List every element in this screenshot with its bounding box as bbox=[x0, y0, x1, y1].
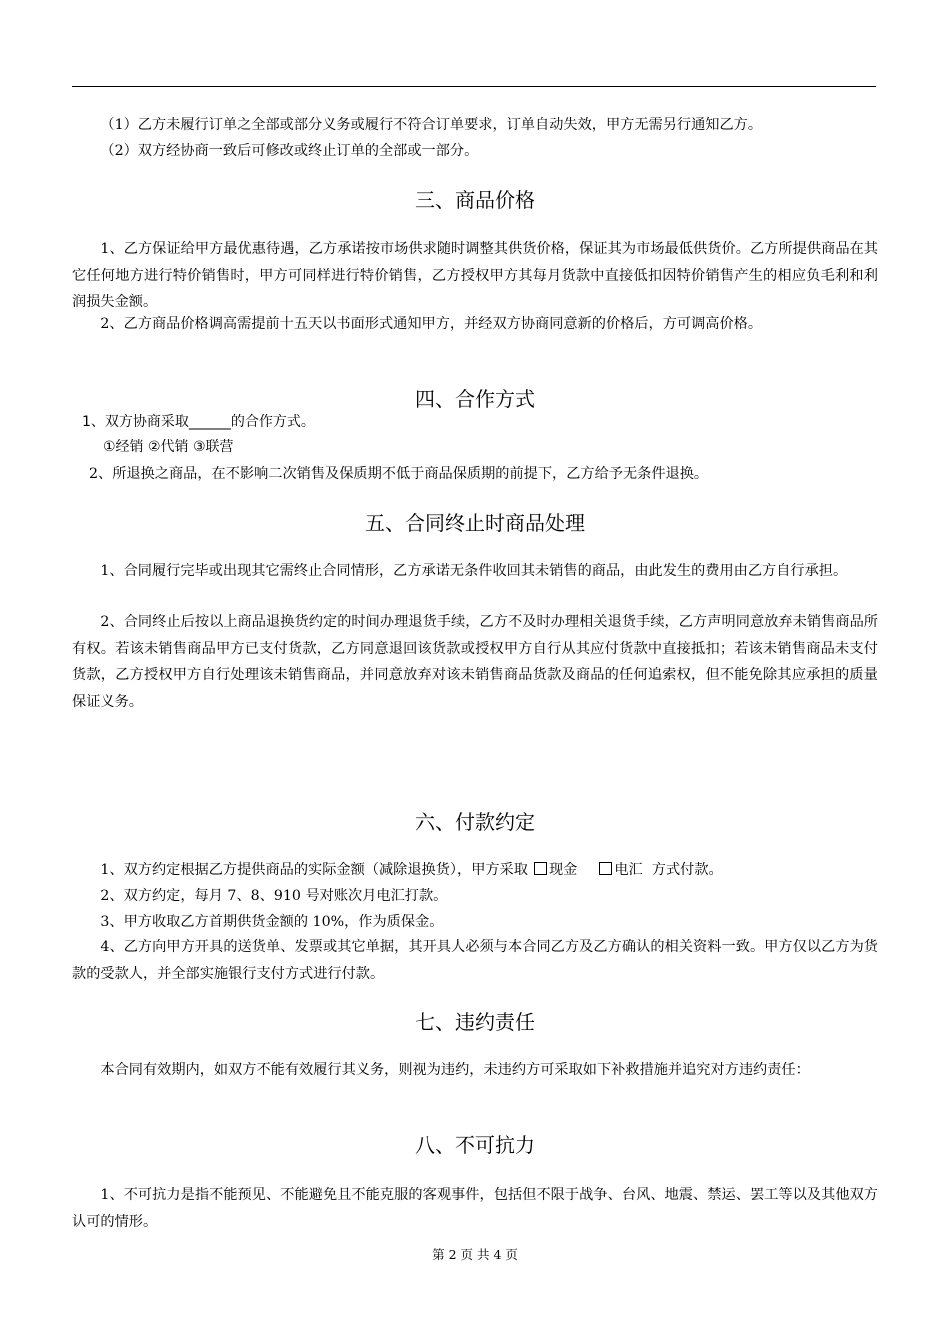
payment-paragraph-3: 3、甲方收取乙方首期供货金额的 10%，作为质保金。 bbox=[100, 914, 444, 930]
cooperation-options: ①经销 ②代销 ③联营 bbox=[103, 439, 234, 455]
section-title-termination: 五、合同终止时商品处理 bbox=[365, 511, 585, 535]
section-title-cooperation: 四、合作方式 bbox=[415, 387, 535, 411]
cooperation-paragraph-2: 2、所退换之商品，在不影响二次销售及保质期不低于商品保质期的前提下，乙方给予无条件退换。 bbox=[89, 466, 709, 482]
payment-option-cash: 现金 bbox=[548, 862, 578, 878]
price-paragraph-2: 2、乙方商品价格调高需提前十五天以书面形式通知甲方，并经双方协商同意新的价格后，方可调高价格。 bbox=[100, 316, 763, 332]
price-paragraph-1: 1、乙方保证给甲方最优惠待遇，乙方承诺按市场供求随时调整其供货价格，保证其为市场最低供货价。乙方所提供商品在其它任何地方进行特价销售时，甲方可同样进行特价销售，乙方授权甲方其每月货款中直接低扣因特价销售产生的相应负毛利和利润损失金额。 bbox=[72, 241, 878, 310]
header-rule bbox=[72, 86, 876, 87]
payment-paragraph-1 bbox=[72, 857, 878, 884]
termination-paragraph-2: 2、合同终止后按以上商品退换货约定的时间办理退货手续，乙方不及时办理相关退货手续，乙方声明同意放弃未销售商品所有权。若该未销售商品甲方已支付货款，乙方同意退回该货款或授权甲方自行从其应付货款中直接抵扣；若该未销售商品未支付货款，乙方授权甲方自行处理该未销售商品，并同意放弃对该未销售商品货款及商品的任何追索权，但不能免除其应承担的质量保证义务。 bbox=[72, 614, 878, 710]
breach-paragraph-1: 本合同有效期内，如双方不能有效履行其义务，则视为违约，未违约方可采取如下补救措施并追究对方违约责任： bbox=[100, 1062, 810, 1078]
clause-item-2: （2）双方经协商一致后可修改或终止订单的全部或一部分。 bbox=[100, 143, 479, 159]
cooperation-paragraph-1: 1、双方协商采取______的合作方式。 bbox=[82, 414, 315, 430]
payment-option-wire: 电汇 bbox=[614, 862, 643, 878]
section-title-payment: 六、付款约定 bbox=[415, 810, 535, 834]
section-title-price: 三、商品价格 bbox=[415, 188, 535, 212]
payment-text-a: 1、双方约定根据乙方提供商品的实际金额（减除退换货），甲方采取 bbox=[100, 862, 528, 878]
section-title-force-majeure: 八、不可抗力 bbox=[415, 1133, 535, 1157]
payment-text-b: 方式付款。 bbox=[651, 862, 723, 878]
termination-paragraph-1: 1、合同履行完毕或出现其它需终止合同情形，乙方承诺无条件收回其未销售的商品，由此发生的费用由乙方自行承担。 bbox=[100, 563, 848, 579]
checkbox-wire[interactable] bbox=[599, 862, 612, 875]
page-number: 第 2 页 共 4 页 bbox=[432, 1247, 518, 1262]
section-title-breach: 七、违约责任 bbox=[415, 1010, 535, 1034]
force-majeure-paragraph-1: 1、不可抗力是指不能预见、不能避免且不能克服的客观事件，包括但不限于战争、台风、地震、禁运、罢工等以及其他双方认可的情形。 bbox=[72, 1187, 878, 1230]
payment-paragraph-2: 2、双方约定，每月 7、8、910 号对账次月电汇打款。 bbox=[100, 888, 448, 904]
clause-item-1: （1）乙方未履行订单之全部或部分义务或履行不符合订单要求，订单自动失效，甲方无需另行通知乙方。 bbox=[100, 117, 763, 133]
payment-paragraph-4: 4、乙方向甲方开具的送货单、发票或其它单据，其开具人必须与本合同乙方及乙方确认的相关资料一致。甲方仅以乙方为货款的受款人，并全部实施银行支付方式进行付款。 bbox=[72, 939, 878, 982]
checkbox-cash[interactable] bbox=[534, 862, 547, 875]
